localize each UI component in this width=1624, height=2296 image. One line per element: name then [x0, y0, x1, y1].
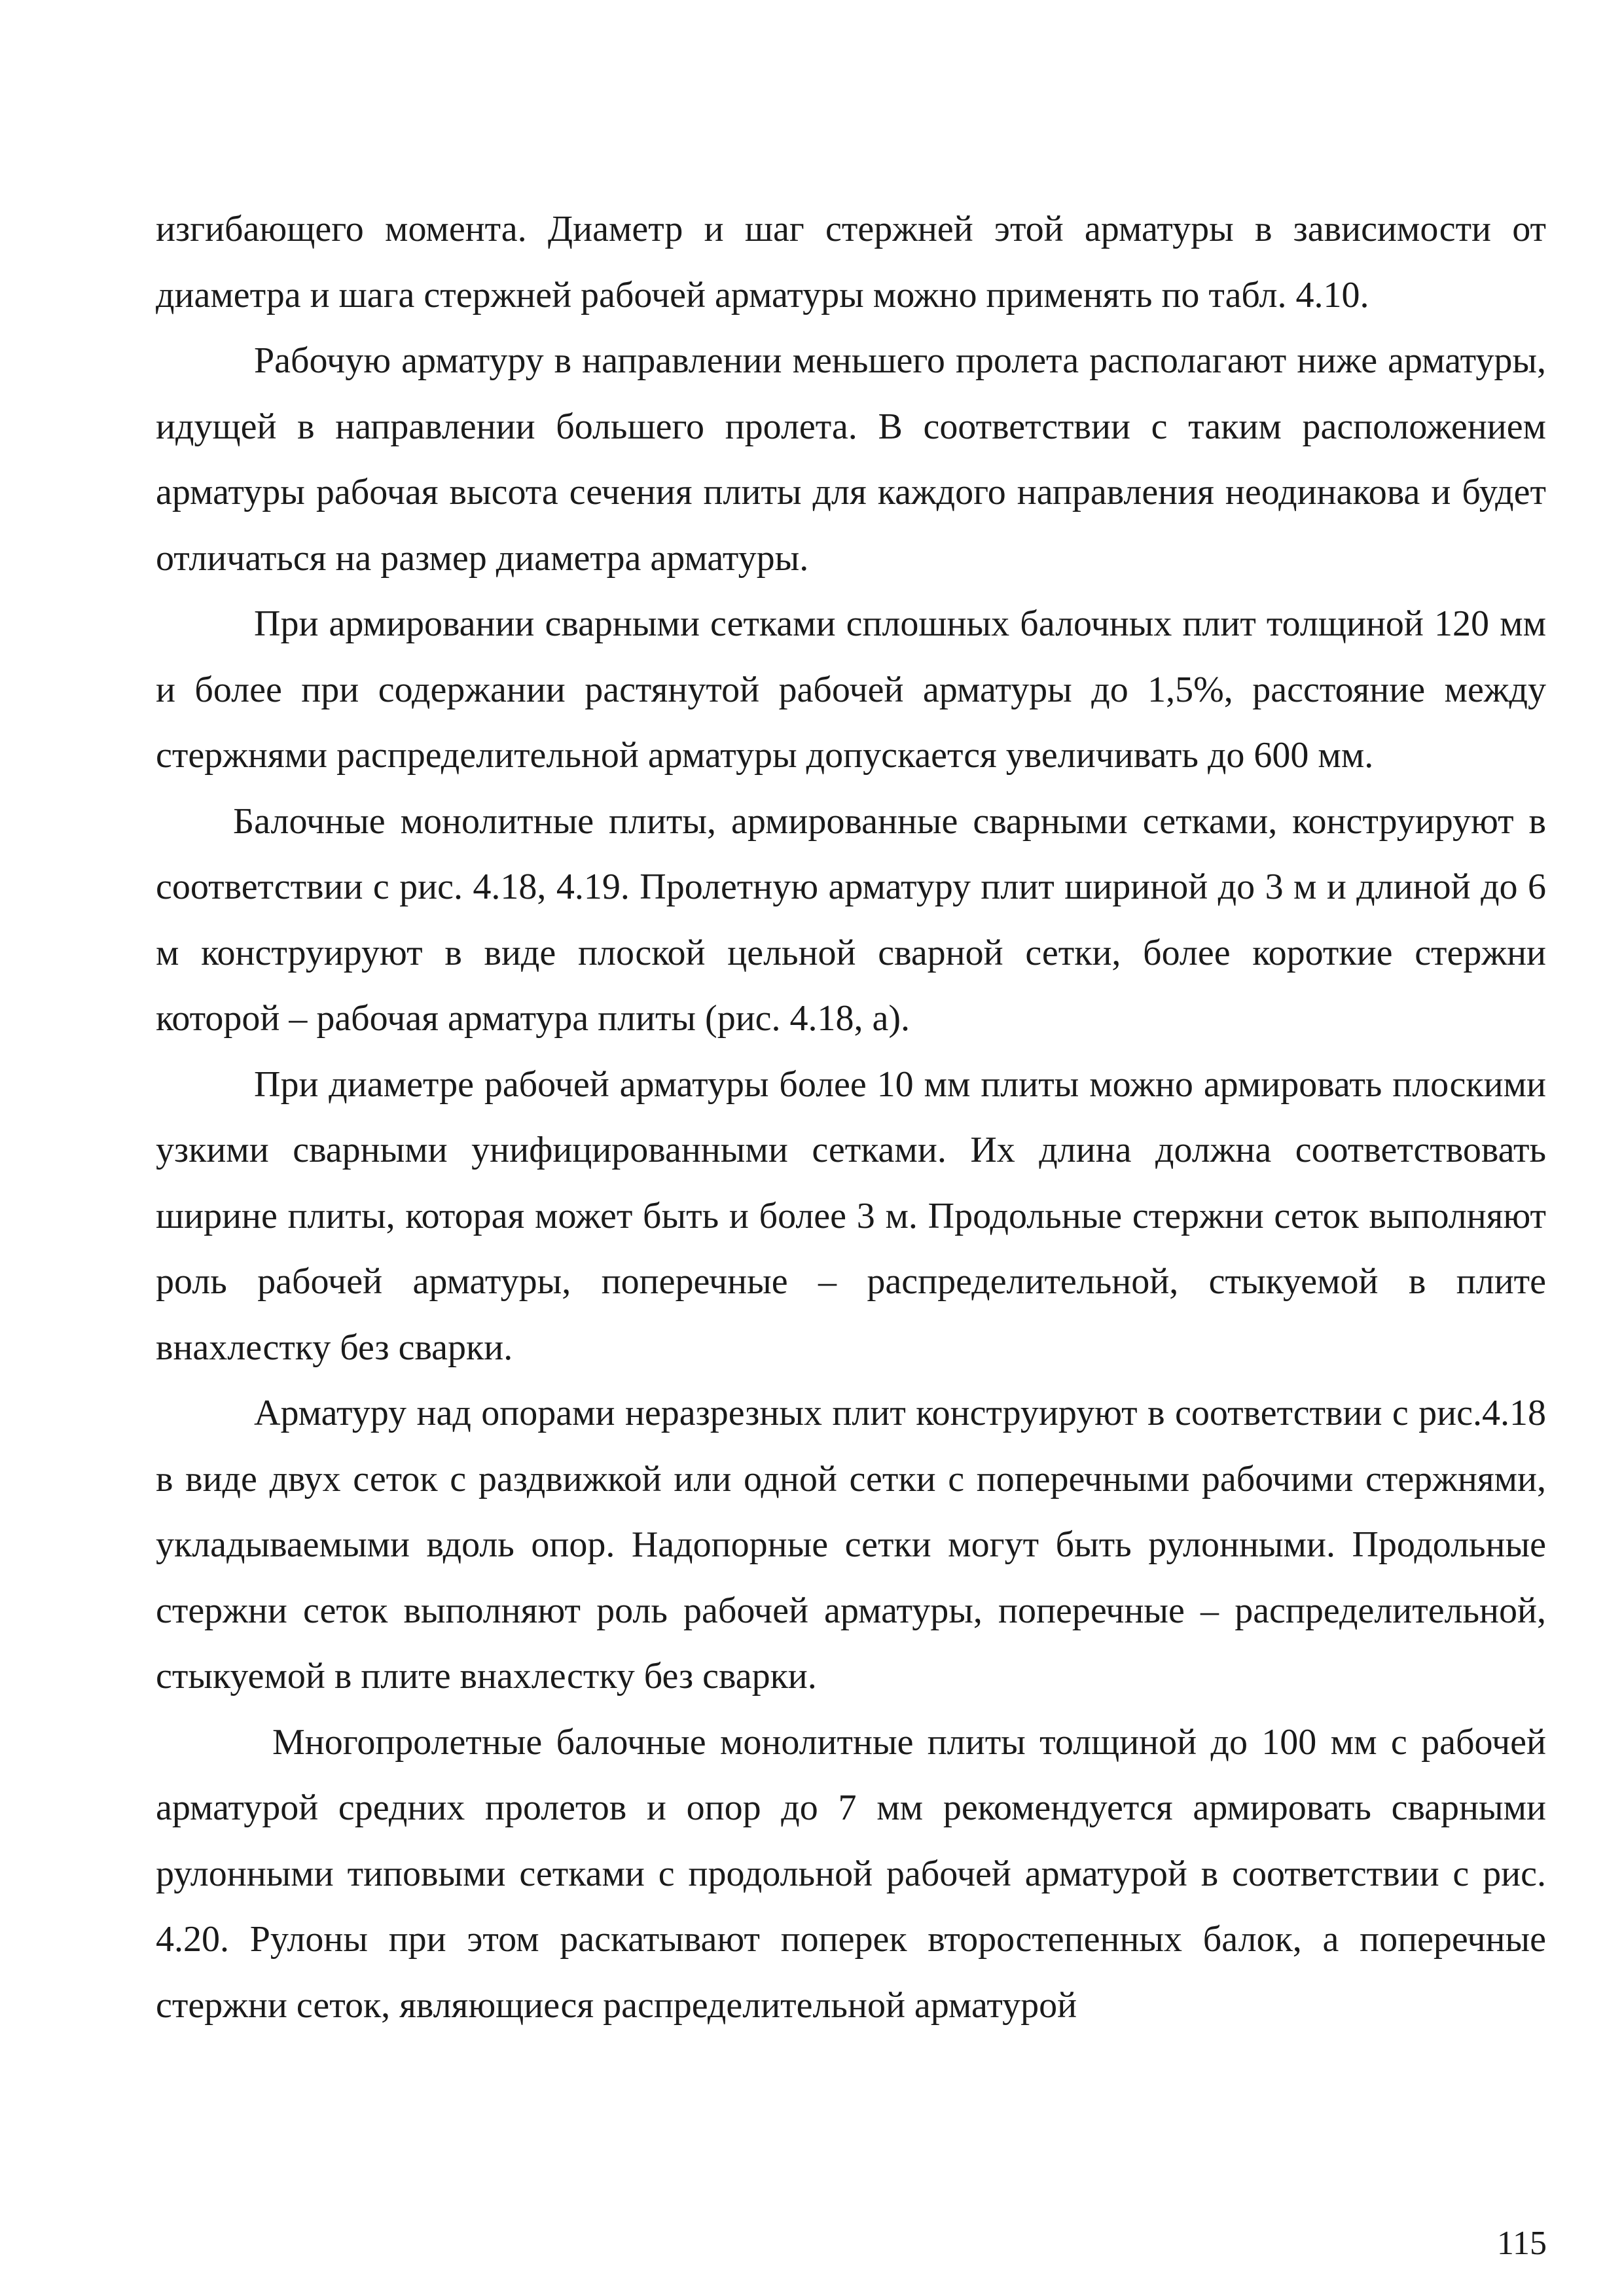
paragraph-2: Рабочую арматуру в направлении меньшего пролета располагают ниже арматуры, идущей в направлении большего пролета. В соответствии с таким расположением арматуры рабочая высота сечения плиты для каждого направления неодинакова и будет отличаться на размер диаметра арматуры.	[156, 340, 1546, 579]
page-number: 115	[1496, 2225, 1547, 2262]
paragraph-5: При диаметре рабочей арматуры более 10 мм плиты можно армировать плоскими узкими сварными унифицированными сетками. Их длина должна соответствовать ширине плиты, которая может быть и более 3 м. Продольные стержни сеток выполняют роль рабочей арматуры, поперечные – распределительной, стыкуемой в плите внахлестку без сварки.	[156, 1064, 1546, 1368]
paragraph-7: Многопролетные балочные монолитные плиты толщиной до 100 мм с рабочей арматурой средних пролетов и опор до 7 мм рекомендуется армировать сварными рулонными типовыми сетками с продольной рабочей арматурой в соответствии с рис. 4.20. Рулоны при этом раскатывают поперек второстепенных балок, а поперечные стержни сеток, являющиеся распределительной арматурой	[156, 1721, 1546, 2026]
paragraph-4: Балочные монолитные плиты, армированные сварными сетками, конструируют в соответствии с рис. 4.18, 4.19. Пролетную арматуру плит шириной до 3 м и длиной до 6 м конструируют в виде плоской цельной сварной сетки, более короткие стержни которой – рабочая арматура плиты (рис. 4.18, а).	[156, 800, 1546, 1039]
paragraph-1: изгибающего момента. Диаметр и шаг стержней этой арматуры в зависимости от диаметра и шага стержней рабочей арматуры можно применять по табл. 4.10.	[156, 209, 1546, 315]
paragraph-3: При армировании сварными сетками сплошных балочных плит толщиной 120 мм и более при содержании растянутой рабочей арматуры до 1,5%, расстояние между стержнями распределительной арматуры допускается увеличивать до 600 мм.	[156, 603, 1546, 776]
paragraph-6: Арматуру над опорами неразрезных плит конструируют в соответствии с рис.4.18 в виде двух сеток с раздвижкой или одной сетки с поперечными рабочими стержнями, укладываемыми вдоль опор. Надопорные сетки могут быть рулонными. Продольные стержни сеток выполняют роль рабочей арматуры, поперечные – распределительной, стыкуемой в плите внахлестку без сварки.	[156, 1393, 1546, 1696]
body-text	[156, 196, 1546, 2038]
